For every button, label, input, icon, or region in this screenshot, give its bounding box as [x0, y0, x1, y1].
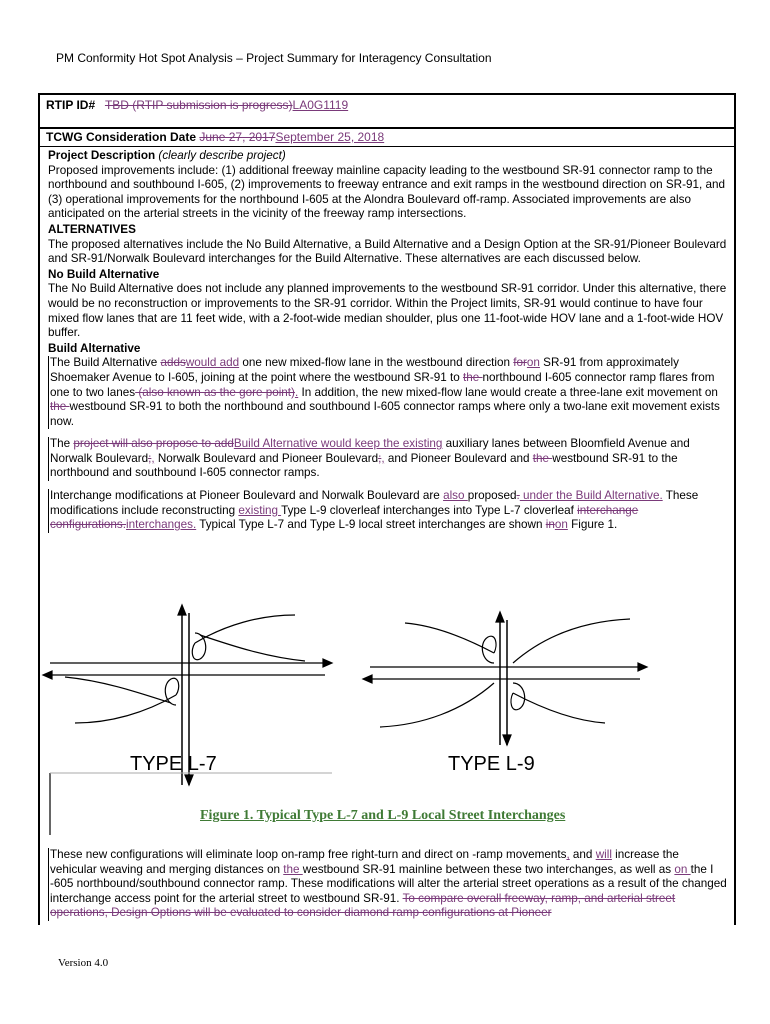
text-run: one new mixed-flow lane in the westbound direction — [239, 356, 514, 370]
inserted-text: , — [381, 451, 385, 465]
rtip-deleted-text: TBD (RTIP submission is progress) — [104, 98, 293, 112]
text-run: westbound SR-91 to the northbound and southbound I-605 connector ramps. — [50, 451, 678, 480]
rtip-inserted-text: LA0G1119 — [292, 98, 349, 112]
inserted-text: Build Alternative would keep the existing — [233, 437, 443, 451]
no-build-body: The No Build Alternative does not include any planned improvements to the westbound SR-91 corridor. Under this alternative, there would be no reconstruction or improvements to the SR-91 corridor. Within the Project limits, SR-91 would continue to have four mixed flow lanes that are 11 feet wide, with a 2-foot-wide median shoulder, plus one 11-foot-wide HOV lane and a 1-foot-wide HOV buffer. — [48, 282, 727, 340]
inserted-text: interchanges. — [126, 518, 197, 532]
tcwg-label: TCWG Consideration Date — [46, 130, 197, 144]
inserted-text: , — [151, 451, 155, 465]
page-header: PM Conformity Hot Spot Analysis – Project Summary for Interagency Consultation — [56, 51, 492, 65]
project-description-body: Proposed improvements include: (1) additional freeway mainline capacity leading to the westbound SR-91 connector ramp to the northbound and southbound I-605, (2) improvements to freeway entrance and exit ramps in the westbound direction on SR-91, and (3) operational improvements for the northbound I-605 at the Alondra Boulevard off-ramp. Associated improvements are also anticipated on the arterial streets in the vicinity of the freeway ramp intersections. — [48, 163, 725, 221]
after-figure-text — [48, 848, 728, 921]
rtip-label: RTIP ID# — [46, 98, 96, 112]
text-run: and Pioneer Boulevard and — [384, 451, 533, 465]
rtip-row — [40, 95, 734, 129]
deleted-text: for — [513, 356, 527, 370]
inserted-text: existing — [238, 503, 282, 517]
figure-caption: Figure 1. Typical Type L-7 and L-9 Local Street Interchanges — [200, 808, 566, 823]
type-l9-diagram — [363, 612, 647, 745]
text-run: These new configurations will eliminate loop on-ramp free right-turn and direct on -ramp movements — [50, 848, 567, 861]
text-run: westbound SR-91 to both the northbound and southbound I-605 connector ramps where only a two-lane exit movement exists now. — [50, 400, 720, 428]
deleted-text: ; — [378, 451, 382, 465]
project-description-heading: Project Description — [48, 149, 156, 162]
text-run: Figure 1. — [567, 518, 618, 532]
inserted-text: on — [674, 862, 691, 876]
inserted-text: also — [443, 489, 468, 503]
text-run: and — [569, 848, 596, 861]
tcwg-inserted-date: September 25, 2018 — [275, 130, 385, 144]
deleted-text: the — [532, 451, 553, 465]
version-footer: Version 4.0 — [58, 957, 109, 969]
text-run: Interchange modifications at Pioneer Boulevard and Norwalk Boulevard are — [50, 489, 444, 503]
deleted-text: the — [463, 370, 483, 384]
tcwg-row — [40, 128, 734, 147]
alternatives-heading: ALTERNATIVES — [48, 222, 136, 236]
text-run: Type L-9 cloverleaf interchanges into Type L-7 cloverleaf — [281, 503, 578, 517]
interchange-figure — [40, 595, 730, 835]
deleted-text: . — [516, 489, 520, 503]
after-paragraph-1 — [48, 848, 728, 921]
type-l7-label: TYPE L-7 — [130, 753, 217, 775]
inserted-text: under the Build Alternative. — [519, 489, 663, 503]
build-heading: Build Alternative — [48, 341, 141, 355]
tcwg-deleted-date: June 27, 2017 — [199, 130, 276, 144]
deleted-text: ; — [148, 451, 152, 465]
text-run: These modifications include reconstructing — [50, 489, 699, 517]
type-l9-label: TYPE L-9 — [448, 753, 535, 775]
build-paragraph-3 — [48, 489, 728, 533]
text-run: increase the vehicular weaving and merging distances on — [50, 848, 679, 876]
deleted-text: To compare overall freeway, ramp, and arterial street operations, Design Options will be evaluated to consider diamond ramp configurations at Pioneer — [50, 891, 676, 920]
project-description-note: (clearly describe project) — [158, 149, 286, 162]
project-description-cell — [48, 149, 728, 533]
no-build-heading: No Build Alternative — [48, 267, 160, 281]
text-run: westbound SR-91 mainline between these two interchanges, as well as — [302, 862, 675, 876]
text-run: The Build Alternative — [50, 356, 161, 370]
text-run: the I -605 northbound/southbound connector ramp. These modifications will alter the arterial street operations as a result of the changed interchange access point for the arterial street to westbound SR-91. — [50, 862, 727, 905]
inserted-text: on — [526, 356, 540, 370]
deleted-text: project will also propose to add — [73, 437, 234, 451]
inserted-text: will — [595, 848, 612, 861]
build-paragraph-2 — [48, 437, 728, 481]
deleted-text: (also known as the gore point) — [135, 385, 295, 399]
deleted-text: adds — [160, 356, 186, 370]
text-run: proposed — [467, 489, 517, 503]
inserted-text: would add — [185, 356, 240, 370]
deleted-text: the — [50, 400, 70, 414]
text-run: northbound I-605 connector ramp flares from one to two lanes — [50, 370, 715, 399]
deleted-text: interchange configurations. — [50, 503, 639, 532]
text-run: Typical Type L-7 and Type L-9 local street interchanges are shown — [196, 518, 546, 532]
inserted-text: . — [294, 385, 299, 399]
inserted-text: , — [566, 848, 570, 861]
alternatives-body: The proposed alternatives include the No Build Alternative, a Build Alternative and a Design Option at the SR-91/Pioneer Boulevard and SR-91/Norwalk Boulevard interchanges for the Build Alternative. These alternatives are each discussed below. — [48, 237, 727, 266]
interchange-diagram — [40, 595, 730, 835]
text-run: auxiliary lanes between Bloomfield Avenue and Norwalk Boulevard — [50, 437, 690, 465]
text-run: SR-91 from approximately Shoemaker Avenue to I-605, joining at the point where the westbound SR-91 to — [50, 356, 679, 384]
inserted-text: the — [283, 862, 303, 876]
summary-table — [38, 93, 736, 925]
text-run: The — [50, 437, 74, 451]
build-paragraph-1 — [48, 356, 728, 429]
deleted-text: in — [545, 518, 555, 532]
text-run: Norwalk Boulevard and Pioneer Boulevard — [154, 451, 379, 465]
text-run: In addition, the new mixed-flow lane would create a three-lane exit movement on — [298, 385, 718, 399]
inserted-text: on — [554, 518, 568, 532]
